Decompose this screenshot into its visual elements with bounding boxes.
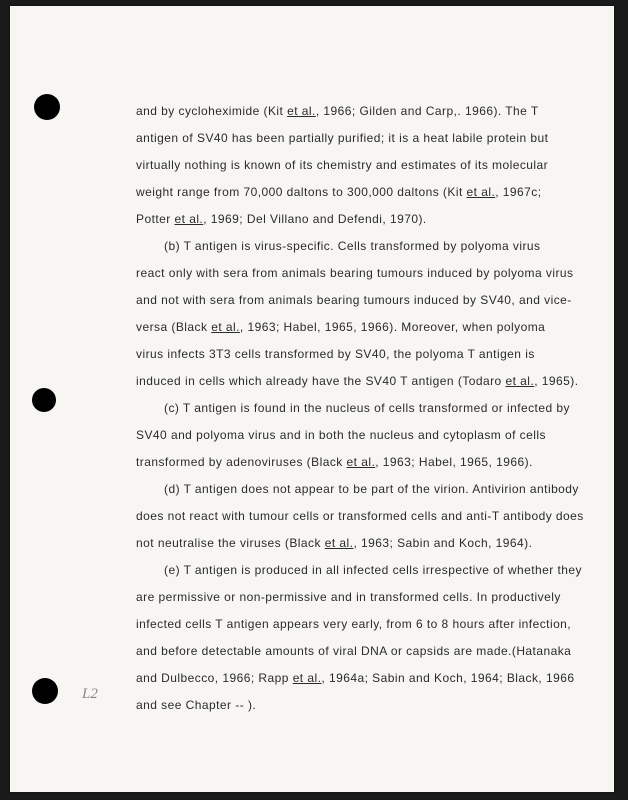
text-line: SV40 and polyoma virus and in both the nucleus and cytoplasm of cells — [136, 428, 546, 442]
text-line: weight range from 70,000 daltons to 300,000 daltons (Kit et al., 1967c; — [136, 185, 542, 199]
text-line: (e) T antigen is produced in all infected cells irrespective of whether they — [164, 563, 582, 577]
margin-mark: L2 — [82, 686, 98, 702]
text-line: and by cycloheximide (Kit et al., 1966; Gilden and Carp,. 1966). The T — [136, 104, 539, 118]
text-line: Potter et al., 1969; Del Villano and Defendi, 1970). — [136, 212, 427, 226]
document-page — [10, 6, 614, 792]
text-line: induced in cells which already have the SV40 T antigen (Todaro et al., 1965). — [136, 374, 579, 388]
text-line: not neutralise the viruses (Black et al., 1963; Sabin and Koch, 1964). — [136, 536, 533, 550]
text-line: and Dulbecco, 1966; Rapp et al., 1964a; Sabin and Koch, 1964; Black, 1966 — [136, 671, 575, 685]
text-line: and not with sera from animals bearing tumours induced by SV40, and vice- — [136, 293, 572, 307]
text-line: does not react with tumour cells or transformed cells and anti-T antibody does — [136, 509, 584, 523]
text-line: versa (Black et al., 1963; Habel, 1965, 1966). Moreover, when polyoma — [136, 320, 546, 334]
text-line: transformed by adenoviruses (Black et al., 1963; Habel, 1965, 1966). — [136, 455, 533, 469]
text-line: infected cells T antigen appears very early, from 6 to 8 hours after infection, — [136, 617, 572, 631]
text-line: and before detectable amounts of viral DNA or capsids are made.(Hatanaka — [136, 644, 572, 658]
punch-hole-top — [34, 94, 60, 120]
text-line: (b) T antigen is virus-specific. Cells transformed by polyoma virus — [164, 239, 541, 253]
text-line: react only with sera from animals bearing tumours induced by polyoma virus — [136, 266, 574, 280]
punch-hole-bottom — [32, 678, 58, 704]
text-line: virtually nothing is known of its chemistry and estimates of its molecular — [136, 158, 549, 172]
text-line: and see Chapter -- ). — [136, 698, 257, 712]
text-line: virus infects 3T3 cells transformed by SV40, the polyoma T antigen is — [136, 347, 535, 361]
punch-hole-middle — [32, 388, 56, 412]
text-line: are permissive or non-permissive and in transformed cells. In productively — [136, 590, 561, 604]
text-line: antigen of SV40 has been partially purified; it is a heat labile protein but — [136, 131, 549, 145]
text-line: (d) T antigen does not appear to be part of the virion. Antivirion antibody — [164, 482, 579, 496]
text-line: (c) T antigen is found in the nucleus of cells transformed or infected by — [164, 401, 570, 415]
